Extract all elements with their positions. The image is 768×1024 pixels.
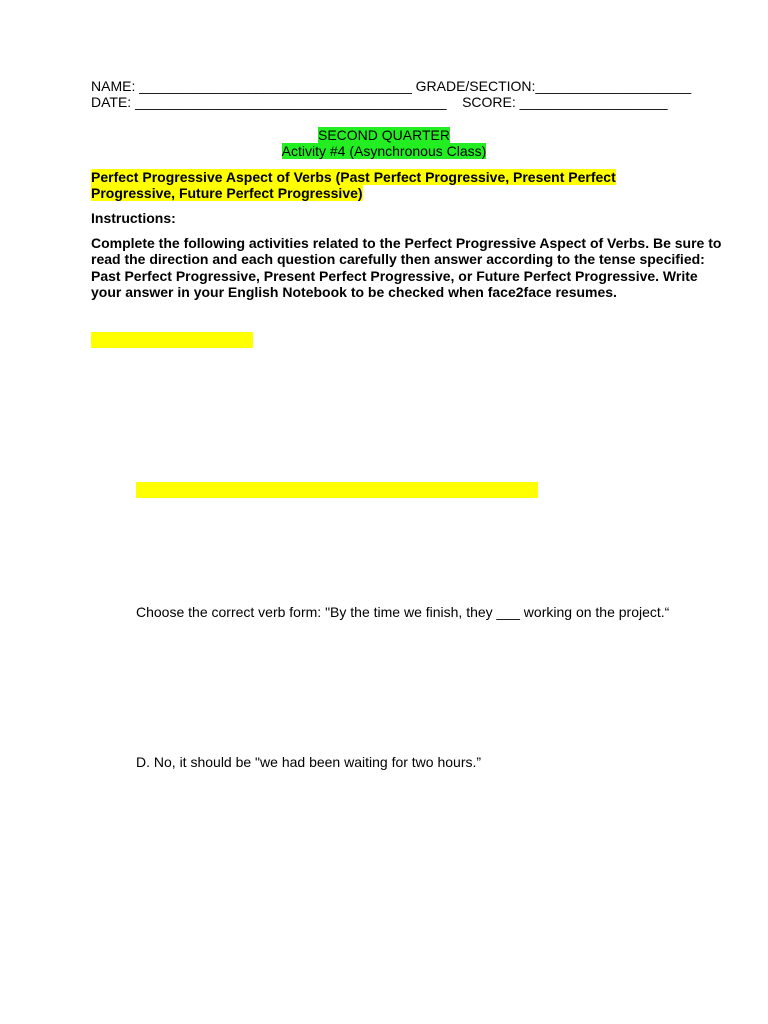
answer-option-d: D. No, it should be "we had been waiting for two hours.” bbox=[136, 754, 482, 770]
date-score-line bbox=[91, 94, 668, 110]
topic-heading-line-2 bbox=[91, 185, 363, 201]
topic-heading-line-1 bbox=[91, 169, 616, 185]
highlight-bar-1 bbox=[91, 332, 253, 348]
instructions-label: Instructions: bbox=[91, 210, 176, 226]
date-score-text: DATE: ________________________________________ SCORE: ___________________ bbox=[91, 94, 668, 110]
quarter-title-text: SECOND QUARTER bbox=[318, 127, 450, 143]
question-item: Choose the correct verb form: "By the time we finish, they ___ working on the project.“ bbox=[136, 604, 670, 620]
highlight-bar-2 bbox=[136, 482, 538, 498]
topic-heading-text-1: Perfect Progressive Aspect of Verbs (Past Perfect Progressive, Present Perfect bbox=[91, 169, 616, 185]
name-grade-line bbox=[91, 78, 691, 94]
instructions-body: Complete the following activities related to the Perfect Progressive Aspect of Verbs. Be sure to read the direction and each question carefully then answer according to the tense specified: Past Perfect Progressive, Present Perfect Progressive, or Future Perfect Progressive. Write your answer in your English Notebook to be checked when face2face resumes. bbox=[91, 235, 722, 301]
topic-heading-text-2: Progressive, Future Perfect Progressive) bbox=[91, 185, 363, 201]
activity-title-text: Activity #4 (Asynchronous Class) bbox=[281, 143, 487, 159]
name-grade-text: NAME: ___________________________________ GRADE/SECTION:____________________ bbox=[91, 78, 692, 94]
activity-title bbox=[0, 143, 768, 159]
quarter-title bbox=[0, 127, 768, 143]
